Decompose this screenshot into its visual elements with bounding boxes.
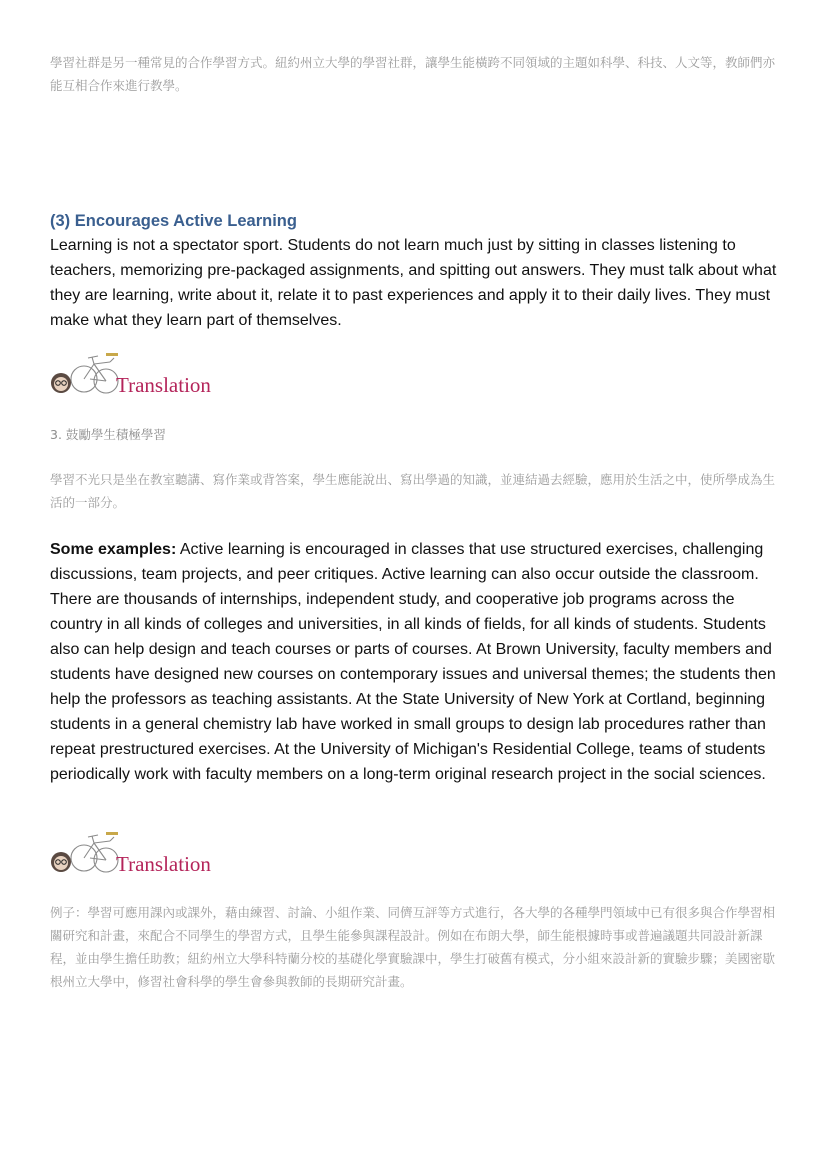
examples-chinese-paragraph: 例子：學習可應用課內或課外，藉由練習、討論、小組作業、同儕互評等方式進行，各大學的各種學門領域中已有很多與合作學習相關研究和計畫，來配合不同學生的學習方式，且學生能參與課程設計。例如在布朗大學，師生能根據時事或普遍議題共同設計新課程，並由學生擔任助教；紐約州立大學科特蘭分校的基礎化學實驗課中，學生打破舊有模式，分小組來設計新的實驗步驟；美國密歇根州立大學中，修習社會科學的學生會參與教師的長期研究計畫。	[50, 905, 776, 989]
translation-label: Translation	[116, 852, 211, 876]
examples-body: Active learning is encouraged in classes that use structured exercises, challenging discussions, team projects, and peer critiques. Active learning can also occur outside the classroom. There are thousands of internships, independent study, and cooperative job programs across the country in all kinds of colleges and universities, in all kinds of fields, for all kinds of students. Students also can help design and teach courses or parts of courses. At Brown University, faculty members and students have designed new courses on contemporary issues and universal themes; the students then help the professors as teaching assistants. At the State University of New York at Cortland, beginning students in a general chemistry lab have worked in small groups to design lab procedures rather than repeat prestructured exercises. At the University of Michigan's Residential College, teams of students periodically work with faculty members on a long-term original research project in the social sciences.	[50, 541, 776, 783]
section-body-paragraph: Learning is not a spectator sport. Students do not learn much just by sitting in classes listening to teachers, memorizing pre-packaged assignments, and spitting out answers. They must talk about what they are learning, write about it, relate it to past experiences and apply it to their daily lives. They must make what they learn part of themselves.	[50, 237, 777, 329]
intro-chinese-paragraph: 學習社群是另一種常見的合作學習方式。紐約州立大學的學習社群，讓學生能橫跨不同領域的主題如科學、科技、人文等，教師們亦能互相合作來進行教學。	[50, 55, 776, 93]
translation-badge-icon	[50, 829, 220, 877]
chinese-body-paragraph: 學習不光只是坐在教室聽講、寫作業或背答案，學生應能說出、寫出學過的知識，並連結過去經驗，應用於生活之中，使所學成為生活的一部分。	[50, 472, 776, 510]
translation-label: Translation	[116, 373, 211, 397]
chinese-subheading: 3. 鼓勵學生積極學習	[50, 427, 166, 442]
examples-paragraph	[50, 537, 780, 787]
section-heading: (3) Encourages Active Learning	[50, 212, 297, 230]
translation-badge-icon	[50, 350, 220, 398]
examples-label: Some examples:	[50, 541, 177, 558]
